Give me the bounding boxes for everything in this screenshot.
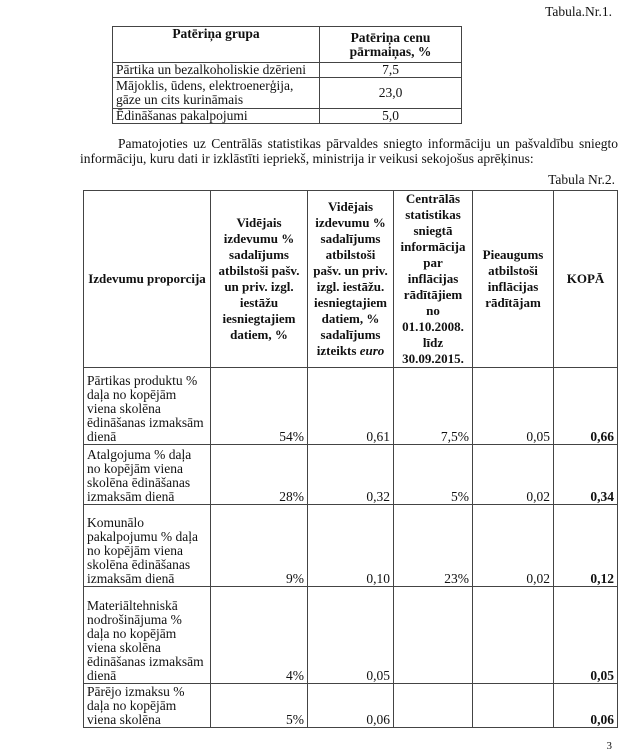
cell: 4%	[211, 587, 308, 684]
cell: 54%	[211, 368, 308, 445]
header: Izdevumu proporcija	[84, 191, 211, 368]
cell: 7,5%	[394, 368, 473, 445]
header: Centrālās statistikas sniegtā informācija par inflācijas rādītājiem no 01.10.2008. līdz 30.09.2015.	[394, 191, 473, 368]
table-row	[113, 78, 462, 109]
cell: 0,34	[554, 445, 618, 505]
cell: 0,02	[473, 505, 554, 587]
table-row	[84, 505, 618, 587]
header	[308, 191, 394, 368]
header: Pieaugums atbilstoši inflācijas rādītājam	[473, 191, 554, 368]
table-row	[113, 63, 462, 78]
cell: Pārtika un bezalkoholiskie dzērieni	[113, 63, 320, 78]
header-text: Vidējais izdevumu % sadalījums atbilstoši pašv. un priv. izgl. iestāžu. iesniegtajiem datiem, % sadalījums izteikts	[313, 199, 388, 358]
cell: 0,02	[473, 445, 554, 505]
cell: 0,05	[473, 368, 554, 445]
cell: 23%	[394, 505, 473, 587]
cell: 0,06	[554, 684, 618, 728]
cell: 5%	[211, 684, 308, 728]
cell	[394, 684, 473, 728]
cell: 0,61	[308, 368, 394, 445]
cell: Atalgojuma % daļa no kopējām viena skolēna ēdināšanas izmaksām dienā	[84, 445, 211, 505]
header: Patēriņa grupa	[113, 27, 320, 63]
header: Patēriņa cenu pārmaiņas, %	[320, 27, 462, 63]
cell: 0,12	[554, 505, 618, 587]
cell: Mājoklis, ūdens, elektroenerģija, gāze un cits kurināmais	[113, 78, 320, 109]
table-row	[84, 587, 618, 684]
cell: Komunālo pakalpojumu % daļa no kopējām viena skolēna ēdināšanas izmaksām dienā	[84, 505, 211, 587]
table-row	[84, 684, 618, 728]
cell: Materiāltehniskā nodrošinājuma % daļa no kopējām viena skolēna ēdināšanas izmaksām dienā	[84, 587, 211, 684]
cell: 28%	[211, 445, 308, 505]
cell: 5,0	[320, 109, 462, 124]
cell: 23,0	[320, 78, 462, 109]
cell	[473, 684, 554, 728]
table-row	[113, 109, 462, 124]
cell: 0,05	[554, 587, 618, 684]
cell: Pārējo izmaksu % daļa no kopējām viena skolēna	[84, 684, 211, 728]
table2-caption: Tabula Nr.2.	[548, 172, 615, 187]
cell: 0,06	[308, 684, 394, 728]
table1-caption: Tabula.Nr.1.	[545, 4, 612, 19]
cell: 0,32	[308, 445, 394, 505]
table-row	[84, 368, 618, 445]
cell: 0,66	[554, 368, 618, 445]
cell: 9%	[211, 505, 308, 587]
table-consumption-groups	[112, 26, 462, 124]
header-text-italic: euro	[359, 343, 385, 358]
page-number: 3	[606, 740, 612, 752]
cell: 0,10	[308, 505, 394, 587]
cell: 5%	[394, 445, 473, 505]
cell: Ēdināšanas pakalpojumi	[113, 109, 320, 124]
table-row	[84, 445, 618, 505]
cell	[473, 587, 554, 684]
cell: 0,05	[308, 587, 394, 684]
paragraph: Pamatojoties uz Centrālās statistikas pārvaldes sniegto informāciju un pašvaldību sniegto informāciju, kuru dati ir izklāstīti iepriekš, ministrija ir veikusi sekojošus aprēķinus:	[80, 136, 618, 166]
cell: Pārtikas produktu % daļa no kopējām viena skolēna ēdināšanas izmaksām dienā	[84, 368, 211, 445]
cell	[394, 587, 473, 684]
table-expense-proportions	[83, 190, 618, 728]
cell: 7,5	[320, 63, 462, 78]
header: Vidējais izdevumu % sadalījums atbilstoši pašv. un priv. izgl. iestāžu iesniegtajiem datiem, %	[211, 191, 308, 368]
header: KOPĀ	[554, 191, 618, 368]
